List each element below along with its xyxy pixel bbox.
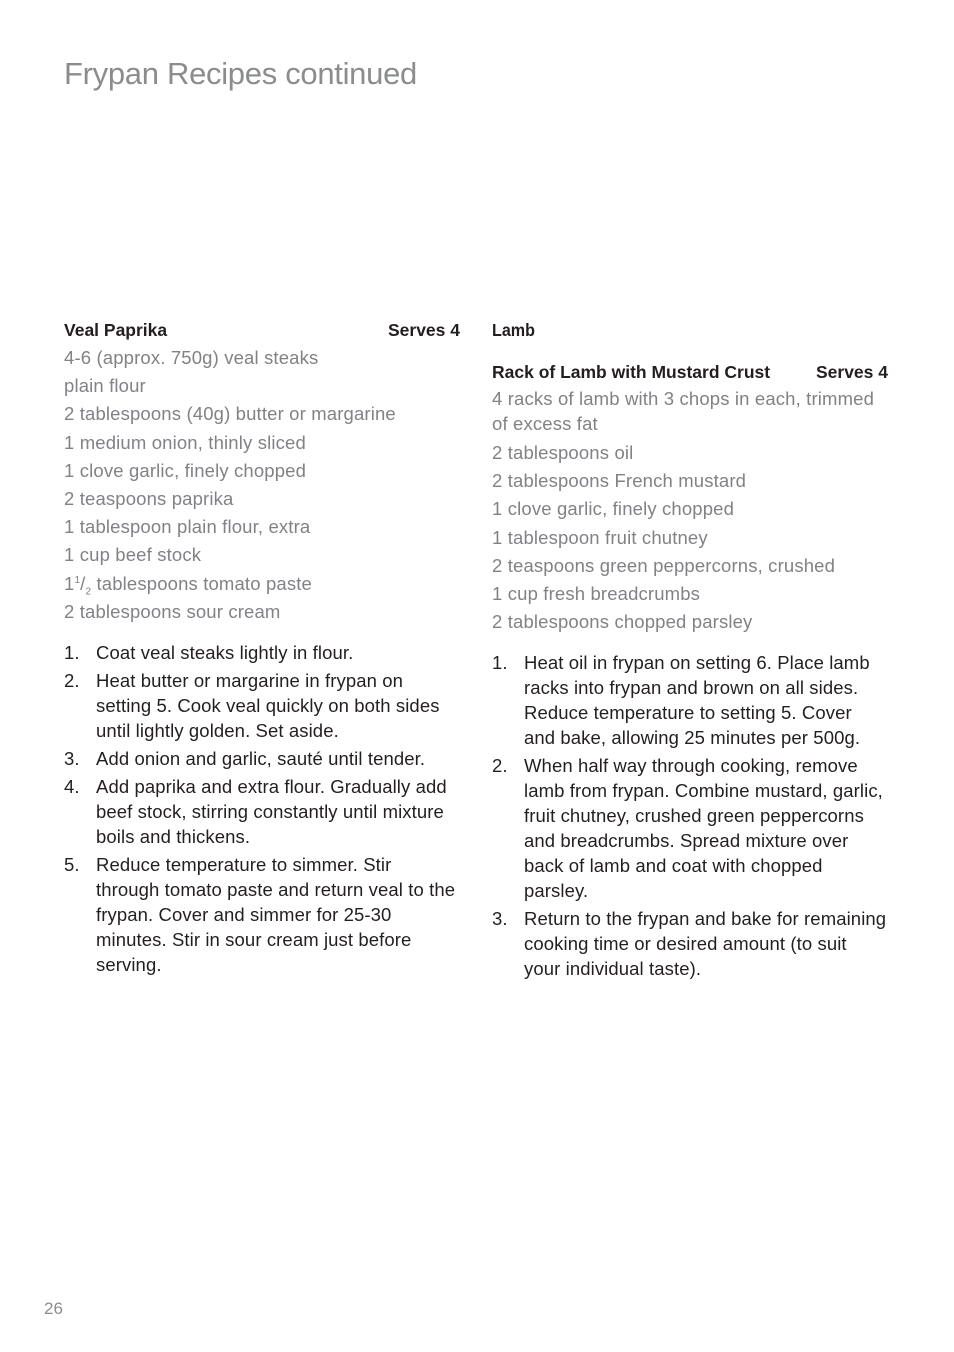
ingredient-text: tablespoons tomato paste bbox=[96, 572, 312, 594]
section-heading: Lamb bbox=[492, 320, 535, 340]
method-step bbox=[492, 753, 888, 903]
step-number: 3. bbox=[492, 908, 508, 930]
recipe-rack-of-lamb bbox=[492, 316, 888, 984]
page-title: Frypan Recipes continued bbox=[64, 56, 417, 91]
step-number: 3. bbox=[64, 748, 80, 770]
ingredient-item: 1 tablespoon fruit chutney bbox=[492, 526, 708, 548]
serves-label: Serves 4 bbox=[815, 362, 888, 382]
step-number: 2. bbox=[492, 755, 508, 777]
ingredient-item: 4 racks of lamb with 3 chops in each, trimmed of excess fat bbox=[492, 388, 875, 434]
method-step bbox=[64, 746, 460, 771]
method-step bbox=[492, 906, 888, 981]
ingredient-item: plain flour bbox=[64, 375, 146, 397]
step-number: 4. bbox=[64, 776, 80, 798]
step-text: When half way through cooking, remove lamb from frypan. Combine mustard, garlic, fruit chutney, crushed green peppercorns and breadcrumbs. Spread mixture over back of lamb and coat with chopped parsley. bbox=[524, 755, 883, 902]
step-number: 1. bbox=[64, 642, 80, 664]
ingredient-item: 1 medium onion, thinly sliced bbox=[64, 431, 306, 453]
serves-label: Serves 4 bbox=[387, 320, 460, 340]
fraction-denominator: 2 bbox=[85, 586, 92, 598]
step-text: Reduce temperature to simmer. Stir through tomato paste and return veal to the frypan. Cover and simmer for 25-30 minutes. Stir in sour cream just before serving. bbox=[96, 854, 456, 976]
method-step bbox=[492, 650, 888, 750]
fraction-numerator: 1 bbox=[74, 574, 81, 586]
ingredient-item: 4-6 (approx. 750g) veal steaks bbox=[64, 347, 319, 368]
ingredient-item: 1 tablespoon plain flour, extra bbox=[64, 516, 311, 538]
method-step bbox=[64, 852, 460, 977]
ingredient-item: 2 tablespoons oil bbox=[492, 442, 634, 463]
fraction-whole: 1 bbox=[64, 572, 75, 594]
ingredient-item: 2 tablespoons (40g) butter or margarine bbox=[64, 403, 396, 425]
page-number: 26 bbox=[44, 1299, 63, 1318]
ingredient-list bbox=[64, 344, 460, 626]
step-number: 5. bbox=[64, 854, 80, 876]
step-text: Heat butter or margarine in frypan on setting 5. Cook veal quickly on both sides until lightly golden. Set aside. bbox=[96, 670, 440, 742]
ingredient-item: $1^1/_2$ tablespoons tomato paste bbox=[64, 572, 312, 598]
step-text: Add paprika and extra flour. Gradually add beef stock, stirring constantly until mixture boils and thickens. bbox=[96, 776, 447, 848]
recipe-header bbox=[64, 316, 460, 344]
recipe-name: Rack of Lamb with Mustard Crust bbox=[492, 362, 771, 382]
step-number: 1. bbox=[492, 652, 508, 674]
step-text: Coat veal steaks lightly in flour. bbox=[96, 642, 354, 664]
ingredient-item: 2 tablespoons French mustard bbox=[492, 470, 747, 492]
method-step bbox=[64, 640, 460, 665]
step-text: Return to the frypan and bake for remaining cooking time or desired amount (to suit your individual taste). bbox=[524, 908, 887, 980]
method-list bbox=[492, 650, 888, 981]
recipe-header bbox=[492, 358, 888, 386]
ingredient-item: 2 teaspoons green peppercorns, crushed bbox=[492, 554, 836, 576]
ingredient-item: 2 teaspoons paprika bbox=[64, 488, 234, 510]
ingredient-list bbox=[492, 386, 888, 636]
ingredient-item: 1 cup beef stock bbox=[64, 544, 202, 566]
recipe-veal-paprika bbox=[64, 316, 460, 980]
method-step bbox=[64, 668, 460, 743]
ingredient-item: 2 tablespoons chopped parsley bbox=[492, 611, 753, 633]
step-text: Heat oil in frypan on setting 6. Place lamb racks into frypan and brown on all sides. Reduce temperature to setting 5. Cover and bake, allowing 25 minutes per 500g. bbox=[524, 652, 870, 749]
method-list bbox=[64, 640, 460, 977]
ingredient-item: 1 clove garlic, finely chopped bbox=[64, 459, 307, 481]
ingredient-item: 1 clove garlic, finely chopped bbox=[492, 498, 735, 520]
step-number: 2. bbox=[64, 670, 80, 692]
step-text: Add onion and garlic, sauté until tender. bbox=[96, 748, 426, 770]
recipe-name: Veal Paprika bbox=[64, 320, 168, 340]
method-step bbox=[64, 774, 460, 849]
ingredient-item: 2 tablespoons sour cream bbox=[64, 600, 281, 622]
ingredient-item: 1 cup fresh breadcrumbs bbox=[492, 583, 701, 605]
